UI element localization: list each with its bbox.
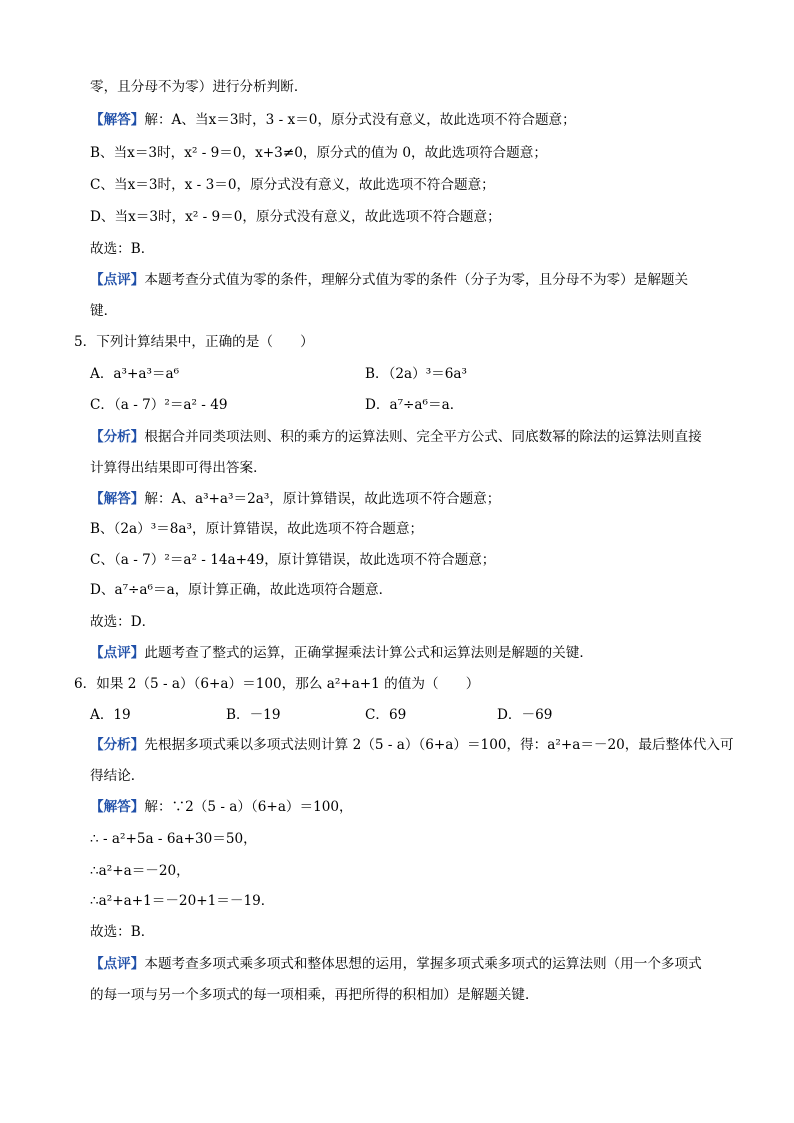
section-tag: 【解答】 (90, 112, 145, 128)
section-tag: 【点评】 (90, 956, 145, 972)
text-line: C、（a - 7）²＝a² - 14a+49，原计算错误，故此选项不符合题意； (90, 552, 496, 568)
section-tag: 【分析】 (90, 429, 145, 445)
option-5b: B．（2a）³＝6a³ (365, 366, 467, 382)
section-tag: 【解答】 (90, 491, 145, 507)
text-line: ∴a²+a+1＝－20+1＝－19． (90, 893, 275, 909)
text-line: D、a⁷÷a⁶＝a，原计算正确，故此选项符合题意． (90, 582, 393, 598)
question-6: 6．如果 2（5 - a）（6+a）＝100，那么 a²+a+1 的值为（ ） (74, 676, 480, 692)
text-line: ∴ - a²+5a - 6a+30＝50， (90, 831, 257, 847)
answer-line: 【解答】解：A、a³+a³＝2a³，原计算错误，故此选项不符合题意； (90, 491, 501, 507)
option-5d: D．a⁷÷a⁶＝a． (365, 397, 464, 413)
text-line: 故选：B． (90, 924, 155, 940)
comment-line: 【点评】此题考查了整式的运算，正确掌握乘法计算公式和运算法则是解题的关键． (90, 645, 593, 661)
option-6a: A．19 (90, 707, 131, 723)
text-line: 故选：B． (90, 241, 155, 257)
option-6d: D．－69 (497, 707, 553, 723)
analysis-line: 【分析】根据合并同类项法则、积的乘方的运算法则、完全平方公式、同底数幂的除法的运算法则直接 (90, 429, 702, 445)
text-line: 计算得出结果即可得出答案． (90, 460, 267, 476)
section-tag: 【点评】 (90, 272, 145, 288)
text-line: D、当x＝3时，x² - 9＝0，原分式没有意义，故此选项不符合题意； (90, 209, 501, 225)
section-tag: 【点评】 (90, 645, 145, 661)
section-tag: 【解答】 (90, 799, 145, 815)
answer-line: 【解答】解：A、当x＝3时，3 - x＝0，原分式没有意义，故此选项不符合题意； (90, 112, 576, 128)
text-line: 的每一项与另一个多项式的每一项相乘，再把所得的积相加）是解题关键． (90, 987, 539, 1003)
text-line: B、（2a）³＝8a³，原计算错误，故此选项不符合题意； (90, 521, 424, 537)
comment-line: 【点评】本题考查分式值为零的条件，理解分式值为零的条件（分子为零，且分母不为零）是解题关 (90, 272, 689, 288)
option-5a: A．a³+a³＝a⁶ (90, 366, 180, 382)
text-line: B、当x＝3时，x² - 9＝0，x+3≠0，原分式的值为 0，故此选项符合题意； (90, 145, 547, 161)
option-6c: C．69 (365, 707, 407, 723)
answer-line: 【解答】解：∵2（5 - a）（6+a）＝100， (90, 799, 353, 815)
question-5: 5．下列计算结果中，正确的是（ ） (74, 334, 314, 350)
comment-line: 【点评】本题考查多项式乘多项式和整体思想的运用，掌握多项式乘多项式的运算法则（用一个多项式 (90, 956, 702, 972)
text-line: ∴a²+a＝－20， (90, 863, 190, 879)
text-line: 零，且分母不为零）进行分析判断． (90, 79, 308, 95)
option-5c: C．（a - 7）²＝a² - 49 (90, 397, 228, 413)
analysis-line: 【分析】先根据多项式乘以多项式法则计算 2（5 - a）（6+a）＝100，得：a²+a＝－20，最后整体代入可 (90, 737, 734, 753)
section-tag: 【分析】 (90, 737, 145, 753)
option-6b: B．－19 (226, 707, 281, 723)
text-line: C、当x＝3时，x - 3＝0，原分式没有意义，故此选项不符合题意； (90, 177, 495, 193)
text-line: 故选：D． (90, 614, 156, 630)
text-line: 键． (90, 303, 118, 319)
text-line: 得结论． (90, 768, 145, 784)
